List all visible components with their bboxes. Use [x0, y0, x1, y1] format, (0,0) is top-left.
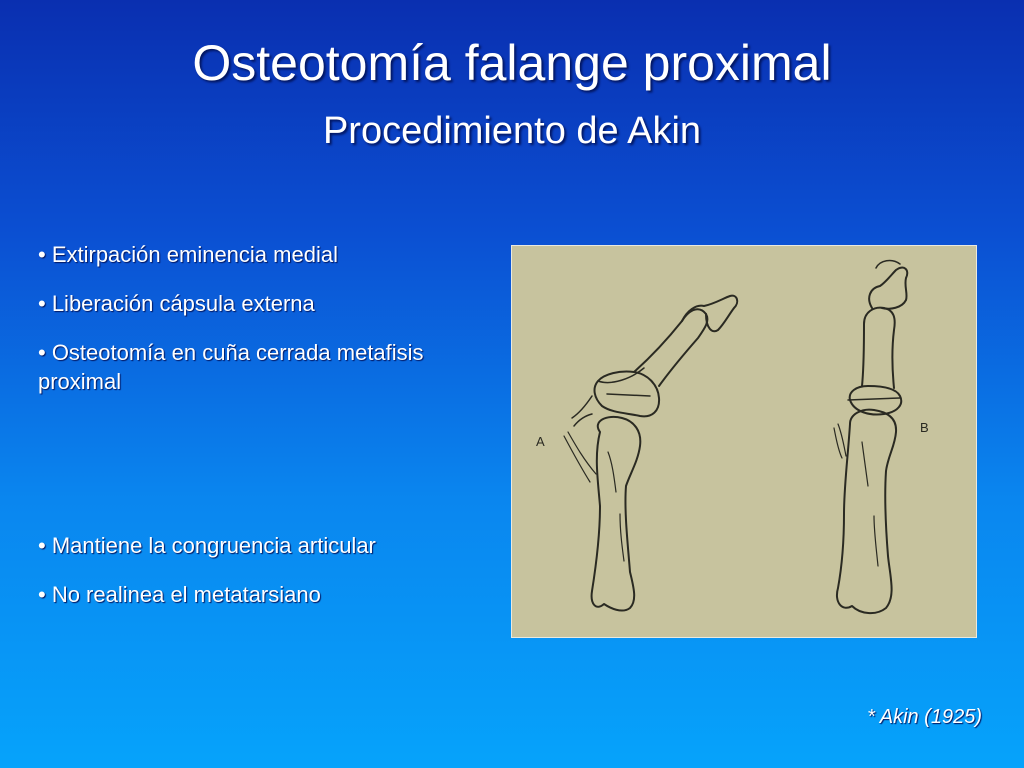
bullet-item: • Osteotomía en cuña cerrada metafisis proximal: [38, 340, 424, 394]
citation-caption: * Akin (1925): [867, 706, 982, 728]
bullet-item: • Liberación cápsula externa: [38, 291, 315, 316]
slide-subtitle: Procedimiento de Akin: [322, 110, 702, 152]
distal-phalanx-a-drawing: [682, 296, 737, 332]
bullet-list-procedure: [38, 240, 488, 416]
metatarsal-b-drawing: [837, 410, 896, 613]
figure-label-a: A: [536, 434, 545, 449]
metatarsal-a-drawing: [592, 417, 641, 611]
akin-osteotomy-illustration: [511, 245, 977, 638]
bullet-item: • No realinea el metatarsiano: [38, 582, 321, 607]
distal-phalanx-b-drawing: [869, 268, 907, 309]
slide-title: Osteotomía falange proximal: [192, 35, 832, 91]
figure-label-b: B: [920, 420, 929, 435]
bullet-list-outcomes: [38, 531, 488, 629]
bullet-item: • Mantiene la congruencia articular: [38, 533, 376, 558]
bullet-item: • Extirpación eminencia medial: [38, 242, 338, 267]
